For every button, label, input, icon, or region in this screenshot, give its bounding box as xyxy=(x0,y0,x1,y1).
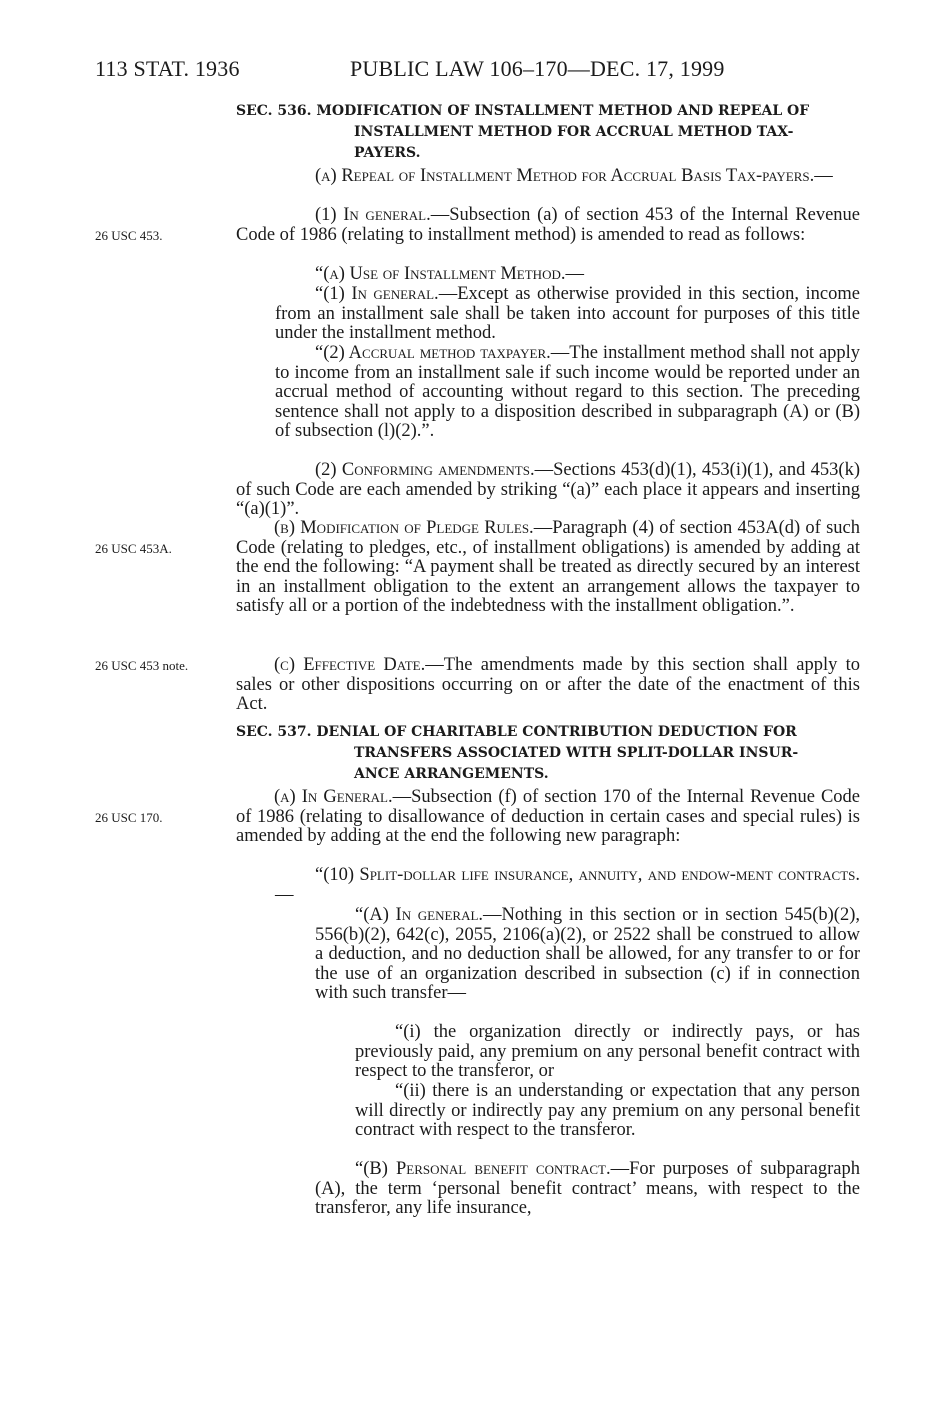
sec536-a1-label: (1) In general. xyxy=(315,205,431,225)
quoted-clause-i: “(i) the organization directly or indirectly pays, or has previously paid, any premium on any personal benefit contract with respect to the transferor, or xyxy=(355,1022,860,1081)
sec536-a2-label: (2) Conforming amendments. xyxy=(315,460,535,480)
quoted-subparagraph-B-text: —For purposes of subparagraph (A), the term ‘personal benefit contract’ means, with respect to the transferor, any life insurance, xyxy=(315,1159,860,1218)
quoted-paragraph-10-heading: “(10) Split-dollar life insurance, annuity, and endow-ment contracts.— xyxy=(275,865,860,905)
section-537-heading-line3: ANCE ARRANGEMENTS. xyxy=(354,766,549,782)
quoted-subparagraph-B xyxy=(315,1160,860,1219)
quoted-subsection-a-heading: “(a) Use of Installment Method.— xyxy=(315,264,584,284)
margin-note-26-usc-453a: 26 USC 453A. xyxy=(95,541,172,556)
running-head: PUBLIC LAW 106–170—DEC. 17, 1999 xyxy=(350,56,725,81)
sec536-subsection-c xyxy=(236,656,860,715)
sec536-a2-paragraph xyxy=(236,461,860,520)
quoted-paragraph-2 xyxy=(275,344,860,442)
quoted-subparagraph-A-label: “(A) In general. xyxy=(355,905,484,925)
quoted-paragraph-2-label: “(2) Accrual method taxpayer. xyxy=(315,343,551,363)
sec537-subsection-a xyxy=(236,788,860,847)
quoted-clause-ii: “(ii) there is an understanding or expectation that any person will directly or indirectly pay any premium on any personal benefit contract with respect to the transferor. xyxy=(355,1081,860,1140)
section-536-heading-line3: PAYERS. xyxy=(354,145,421,161)
section-536-heading-line2: INSTALLMENT METHOD FOR ACCRUAL METHOD TAX- xyxy=(354,124,794,140)
sec536-a1-text: —Subsection (a) of section 453 of the Internal Revenue Code of 1986 (relating to installment method) is amended to read as follows: xyxy=(236,205,860,245)
sec536-b-text: —Paragraph (4) of section 453A(d) of such Code (relating to pledges, etc., of installment obligations) is amended by adding at the end the following: “A payment shall be treated as directly secured by an interest in an installment obligation to the extent an arrangement allows the taxpayer to satisfy all or a portion of the indebtedness with the installment obligation.”. xyxy=(236,518,860,616)
quoted-paragraph-1-text: —Except as otherwise provided in this section, income from an installment sale shall be taken into account for purposes of this title under the installment method. xyxy=(275,284,860,343)
section-537-heading xyxy=(236,722,860,785)
quoted-subparagraph-A xyxy=(315,906,860,1004)
sec537-a-label: (a) In General. xyxy=(274,787,393,807)
quoted-paragraph-1-label: “(1) In general. xyxy=(315,284,439,304)
quoted-subparagraph-A-text: —Nothing in this section or in section 545(b)(2), 556(b)(2), 642(c), 2055, 2106(a)(2), or 2522 shall be construed to allow a deduction, and no deduction shall be allowed, for any transfer to or for the use of an organization described in subsection (c) if in connection with such transfer— xyxy=(315,905,860,1003)
margin-note-26-usc-453-note: 26 USC 453 note. xyxy=(95,658,189,673)
section-536-heading xyxy=(236,101,860,164)
sec536-a1-paragraph xyxy=(236,206,860,245)
sec537-a-text: —Subsection (f) of section 170 of the Internal Revenue Code of 1986 (relating to disallowance of deduction in certain cases and special rules) is amended by adding at the end the following new paragraph: xyxy=(236,787,860,846)
sec536-b-label: (b) Modification of Pledge Rules. xyxy=(274,518,534,538)
sec536-subsection-a-heading: (a) Repeal of Installment Method for Accrual Basis Tax-payers.— xyxy=(315,166,833,186)
page-citation: 113 STAT. 1936 xyxy=(95,56,240,81)
sec536-c-text: —The amendments made by this section shall apply to sales or other dispositions occurring on or after the date of the enactment of this Act. xyxy=(236,655,861,714)
sec536-c-label: (c) Effective Date. xyxy=(274,655,426,675)
margin-note-26-usc-453: 26 USC 453. xyxy=(95,228,163,243)
sec536-subsection-b xyxy=(236,519,860,617)
section-537-heading-line2: TRANSFERS ASSOCIATED WITH SPLIT-DOLLAR INSUR- xyxy=(354,745,799,761)
sec536-a2-text: —Sections 453(d)(1), 453(i)(1), and 453(k) of such Code are each amended by striking “(a)” each place it appears and inserting “(a)(1)”. xyxy=(236,460,860,519)
quoted-paragraph-2-text: —The installment method shall not apply to income from an installment sale if such income would be reported under an accrual method of accounting without regard to this section. The preceding sentence shall not apply to a disposition described in subparagraph (A) or (B) of subsection (l)(2).”. xyxy=(275,343,860,441)
quoted-subparagraph-B-label: “(B) Personal benefit contract. xyxy=(355,1159,611,1179)
section-536-heading-line1: SEC. 536. MODIFICATION OF INSTALLMENT METHOD AND REPEAL OF xyxy=(236,103,810,119)
quoted-paragraph-1 xyxy=(275,285,860,344)
margin-note-26-usc-170: 26 USC 170. xyxy=(95,810,163,825)
section-537-heading-line1: SEC. 537. DENIAL OF CHARITABLE CONTRIBUTION DEDUCTION FOR xyxy=(236,724,797,740)
